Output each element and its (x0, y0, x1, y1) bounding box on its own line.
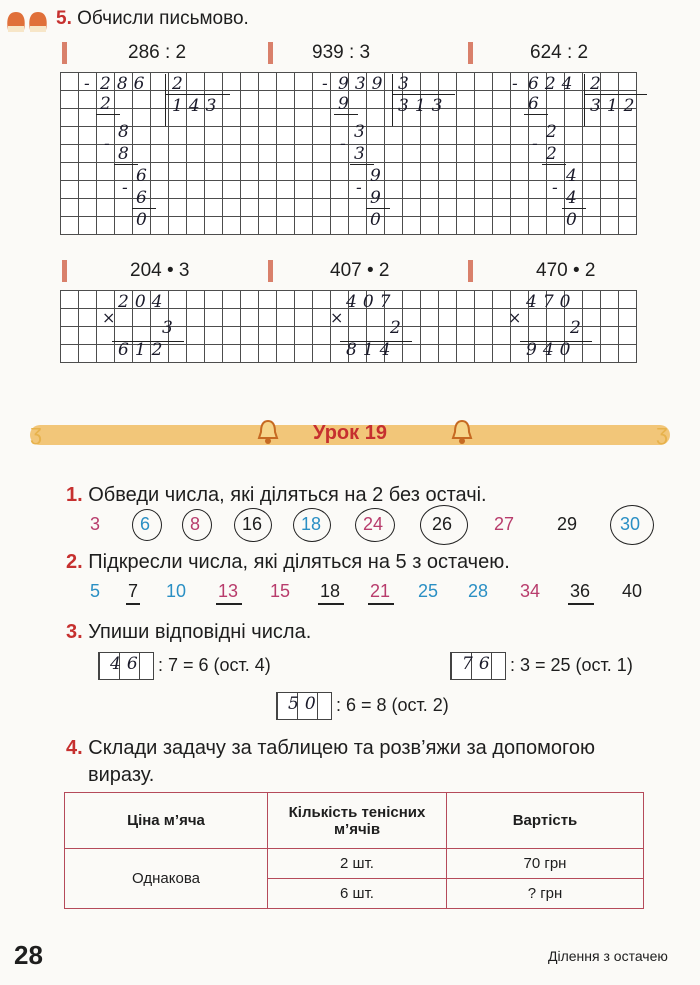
footer-topic: Ділення з остачею (548, 948, 668, 964)
times-sign: × (330, 308, 350, 327)
data-table (64, 792, 644, 909)
divider-line (350, 164, 374, 165)
task-2-number: 2. (66, 551, 83, 573)
divisor: 2 (172, 74, 189, 94)
task-1-text: Обведи числа, які діляться на 2 без остачі. (88, 484, 487, 506)
task-4-text-2: виразу. (88, 764, 155, 786)
step: 0 (370, 210, 387, 230)
number: 7 (128, 581, 139, 601)
underline-mark (318, 603, 344, 605)
step: 8 (118, 144, 135, 164)
divider-bar (268, 260, 273, 282)
number: 21 (370, 581, 391, 601)
divider-bar (268, 42, 273, 64)
task-4-text-1: Склади задачу за таблицею та розв’яжи за допомогою (88, 737, 595, 759)
step: 6 (136, 188, 153, 208)
step: 6 (136, 166, 153, 186)
step: 4 (566, 166, 583, 186)
step: 2 (546, 122, 563, 142)
division-bar (392, 74, 393, 126)
table-header: Кількість тенісних м’ячів (268, 793, 447, 849)
circle-mark (355, 508, 395, 542)
task-1-title (66, 484, 487, 507)
number: 25 (418, 581, 439, 601)
minus-sign: - (122, 178, 134, 198)
number: 27 (494, 514, 515, 534)
number: 10 (166, 581, 187, 601)
step: 3 (354, 122, 371, 142)
number: 34 (520, 581, 541, 601)
minus-sign: - (340, 134, 352, 154)
divider-line (114, 164, 138, 165)
task-3-title (66, 621, 311, 644)
divider-bar (468, 42, 473, 64)
page-number: 28 (14, 940, 43, 970)
division-bar (165, 74, 166, 126)
divider-line (132, 208, 156, 209)
minus-sign: - (322, 74, 334, 94)
task-2-numbers (0, 581, 700, 611)
task-3-number: 3. (66, 621, 83, 643)
exercise-5-text: Обчисли письмово. (77, 8, 249, 29)
task-1-number: 1. (66, 484, 83, 506)
step: 4 (566, 188, 583, 208)
answer-value: 76 (462, 654, 496, 674)
step: 9 (338, 94, 355, 114)
underline-mark (368, 603, 394, 605)
table-cell: 2 шт. (268, 849, 447, 879)
exercise-5-number: 5. (56, 8, 72, 29)
factor-b: 2 (570, 318, 587, 338)
divisor: 3 (398, 74, 415, 94)
mul-header-1: 204 • 3 (130, 260, 190, 281)
factor-a: 470 (526, 292, 577, 312)
step: 2 (100, 94, 117, 114)
number: 15 (270, 581, 291, 601)
times-sign: × (102, 308, 122, 327)
number: 18 (320, 581, 341, 601)
divider-bar (62, 260, 67, 282)
table-header: Вартість (447, 793, 644, 849)
number: 24 (363, 514, 384, 534)
mul-header-2: 407 • 2 (330, 260, 390, 281)
divider-bar (468, 260, 473, 282)
task-4-number: 4. (66, 737, 83, 759)
circle-mark (420, 505, 468, 545)
divider-line (166, 94, 230, 95)
task-2-text: Підкресли числа, які діляться на 5 з остачею. (88, 551, 510, 573)
number: 26 (432, 514, 453, 534)
underline-mark (216, 603, 242, 605)
number: 5 (90, 581, 101, 601)
swirl-icon: ʒ (30, 420, 42, 445)
division-bar (584, 74, 585, 126)
equation-text: : 6 = 8 (ост. 2) (336, 695, 449, 715)
factor-b: 2 (390, 318, 407, 338)
circle-mark (182, 509, 212, 541)
divisor: 2 (590, 74, 607, 94)
minus-sign: - (532, 134, 544, 154)
table-cell: 70 грн (447, 849, 644, 879)
circle-mark (293, 508, 331, 542)
table-header: Ціна м’яча (65, 793, 268, 849)
step: 9 (370, 166, 387, 186)
divider-line (96, 114, 120, 115)
step: 0 (136, 210, 153, 230)
div-header-1: 286 : 2 (128, 42, 187, 63)
quotient: 313 (398, 96, 449, 116)
number: 18 (301, 514, 322, 534)
dividend: 939 (338, 74, 389, 94)
divider-line (542, 164, 566, 165)
times-sign: × (508, 308, 528, 327)
number: 28 (468, 581, 489, 601)
number: 36 (570, 581, 591, 601)
circle-mark (132, 509, 162, 541)
step: 8 (118, 122, 135, 142)
divider-line (562, 208, 586, 209)
quotient: 312 (590, 96, 641, 116)
circle-mark (234, 508, 272, 542)
divider-line (393, 94, 455, 95)
number: 30 (620, 514, 641, 534)
step: 0 (566, 210, 583, 230)
dividend: 624 (528, 74, 579, 94)
swirl-icon: ʒ (656, 420, 668, 445)
equation-text: : 7 = 6 (ост. 4) (158, 655, 271, 675)
number: 40 (622, 581, 643, 601)
number: 29 (557, 514, 578, 534)
factor-b: 3 (162, 318, 179, 338)
number: 13 (218, 581, 239, 601)
div-header-2: 939 : 3 (312, 42, 371, 63)
number: 16 (242, 514, 263, 534)
step: 2 (546, 144, 563, 164)
circle-mark (610, 505, 654, 545)
step: 3 (354, 144, 371, 164)
answer-value: 50 (288, 694, 322, 714)
lesson-title: Урок 19 (313, 422, 387, 444)
divider-line (334, 114, 358, 115)
task-2-title (66, 551, 510, 574)
table-cell: Однакова (65, 849, 268, 909)
product: 612 (118, 340, 169, 360)
dividend: 286 (100, 74, 151, 94)
mul-header-3: 470 • 2 (536, 260, 596, 281)
task-4-title (66, 737, 595, 760)
underline-mark (568, 603, 594, 605)
task-1-numbers (0, 514, 700, 544)
minus-sign: - (356, 178, 368, 198)
quotient: 143 (172, 96, 223, 116)
exercise-5-title (56, 8, 249, 30)
answer-value: 46 (110, 654, 144, 674)
div-header-3: 624 : 2 (530, 42, 589, 63)
task-3-text: Упиши відповідні числа. (88, 621, 312, 643)
step: 9 (370, 188, 387, 208)
factor-a: 204 (118, 292, 169, 312)
underline-mark (126, 603, 140, 605)
minus-sign: - (552, 178, 564, 198)
product: 940 (526, 340, 577, 360)
divider-bar (62, 42, 67, 64)
mittens-icon (4, 6, 52, 34)
table-cell: 6 шт. (268, 879, 447, 909)
divider-line (524, 114, 548, 115)
minus-sign: - (512, 74, 524, 94)
table-cell: ? грн (447, 879, 644, 909)
number: 6 (140, 514, 151, 534)
number: 8 (190, 514, 201, 534)
divider-line (585, 94, 647, 95)
step: 6 (528, 94, 545, 114)
product: 814 (346, 340, 397, 360)
minus-sign: - (84, 74, 96, 94)
factor-a: 407 (346, 292, 397, 312)
minus-sign: - (104, 134, 116, 154)
number: 3 (90, 514, 101, 534)
equation-text: : 3 = 25 (ост. 1) (510, 655, 633, 675)
divider-line (366, 208, 390, 209)
